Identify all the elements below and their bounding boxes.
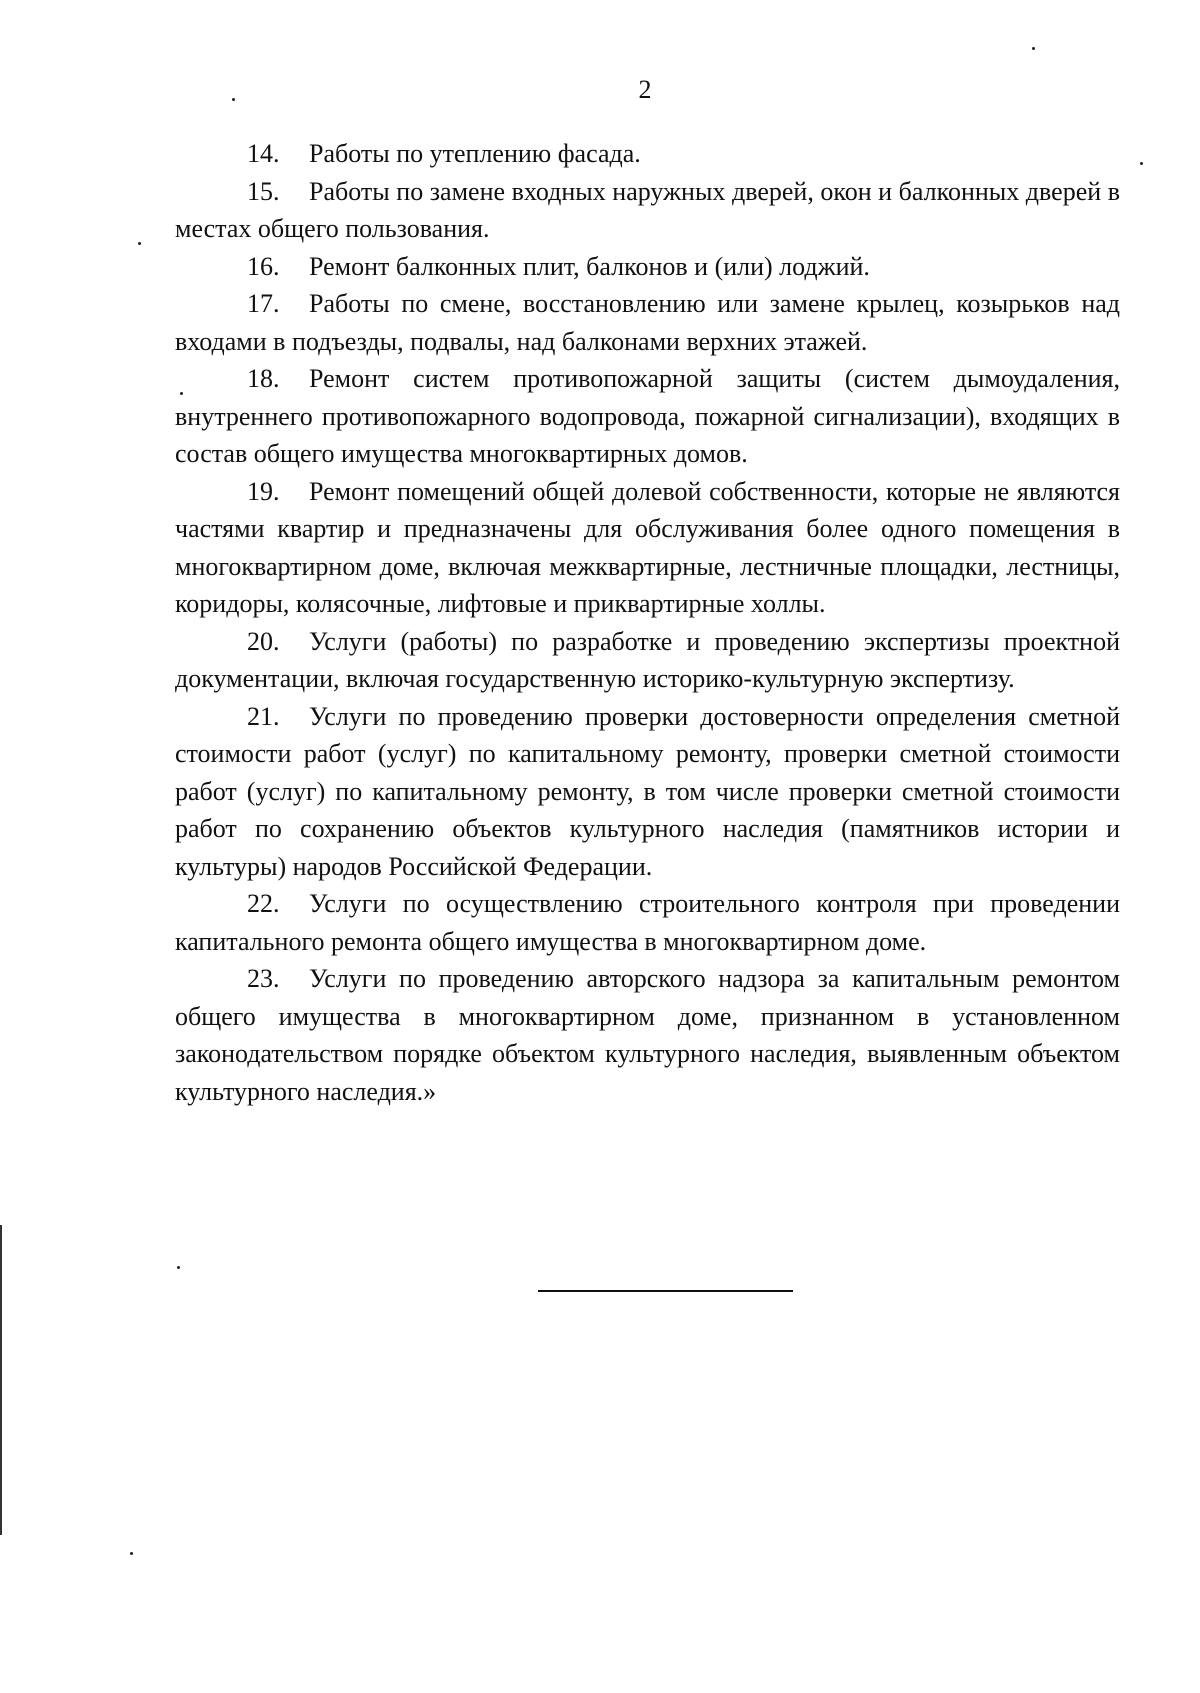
list-item <box>175 135 1120 173</box>
list-item <box>175 960 1120 1110</box>
item-number: 14. <box>247 139 280 168</box>
item-number: 19. <box>247 476 280 506</box>
item-text: Работы по замене входных наружных дверей, окон и балконных дверей в местах общего пользования. <box>175 176 1120 243</box>
item-text: Услуги по проведению проверки достоверности определения сметной стоимости работ (услуг) по капитальному ремонту, проверки сметной стоимости работ (услуг) по капитальному ремонту, в том числе проверки сметной стоимости работ по сохранению объектов культурного наследия (памятников истории и культуры) народов Российской Федерации. <box>175 701 1120 881</box>
item-text: Работы по утеплению фасада. <box>309 139 641 168</box>
item-text: Услуги (работы) по разработке и проведению экспертизы проектной документации, включая государственную историко-культурную экспертизу. <box>175 626 1120 693</box>
scan-speck <box>1140 162 1143 165</box>
scan-speck <box>177 1266 180 1269</box>
list-item <box>175 285 1120 360</box>
scan-speck <box>1032 47 1035 50</box>
item-number: 18. <box>247 364 280 393</box>
list-item <box>175 473 1120 623</box>
item-number: 20. <box>247 626 280 656</box>
page-number: 2 <box>638 75 652 104</box>
scan-edge <box>0 1225 2 1535</box>
scan-speck <box>138 242 141 245</box>
list-item <box>175 623 1120 698</box>
item-text: Ремонт систем противопожарной защиты (систем дымоудаления, внутреннего противопожарного водопровода, пожарной сигнализации), входящих в состав общего имущества многоквартирных домов. <box>175 364 1120 468</box>
item-number: 22. <box>247 889 280 918</box>
scan-speck <box>180 392 183 395</box>
item-text: Услуги по проведению авторского надзора за капитальным ремонтом общего имущества в многоквартирном доме, признанном в установленном законодательством порядке объектом культурного наследия, выявленным объектом культурного наследия.» <box>175 964 1120 1106</box>
document-body <box>175 135 1120 1110</box>
scan-speck <box>232 98 235 101</box>
list-item <box>175 248 1120 286</box>
item-number: 21. <box>247 701 280 731</box>
item-number: 17. <box>247 289 280 318</box>
list-item <box>175 885 1120 960</box>
list-item <box>175 698 1120 886</box>
item-text: Ремонт помещений общей долевой собственности, которые не являются частями квартир и предназначены для обслуживания более одного помещения в многоквартирном доме, включая межквартирные, лестничные площадки, лестницы, коридоры, колясочные, лифтовые и приквартирные холлы. <box>175 476 1120 618</box>
list-item <box>175 360 1120 473</box>
scan-speck <box>130 1552 133 1555</box>
closing-rule <box>538 1290 793 1292</box>
item-number: 15. <box>247 176 280 206</box>
item-text: Услуги по осуществлению строительного контроля при проведении капитального ремонта общего имущества в многоквартирном доме. <box>175 889 1120 956</box>
item-number: 23. <box>247 964 280 993</box>
item-text: Ремонт балконных плит, балконов и (или) лоджий. <box>309 251 870 281</box>
item-text: Работы по смене, восстановлению или замене крылец, козырьков над входами в подъезды, подвалы, над балконами верхних этажей. <box>175 289 1120 356</box>
list-item <box>175 173 1120 248</box>
item-number: 16. <box>247 251 280 281</box>
